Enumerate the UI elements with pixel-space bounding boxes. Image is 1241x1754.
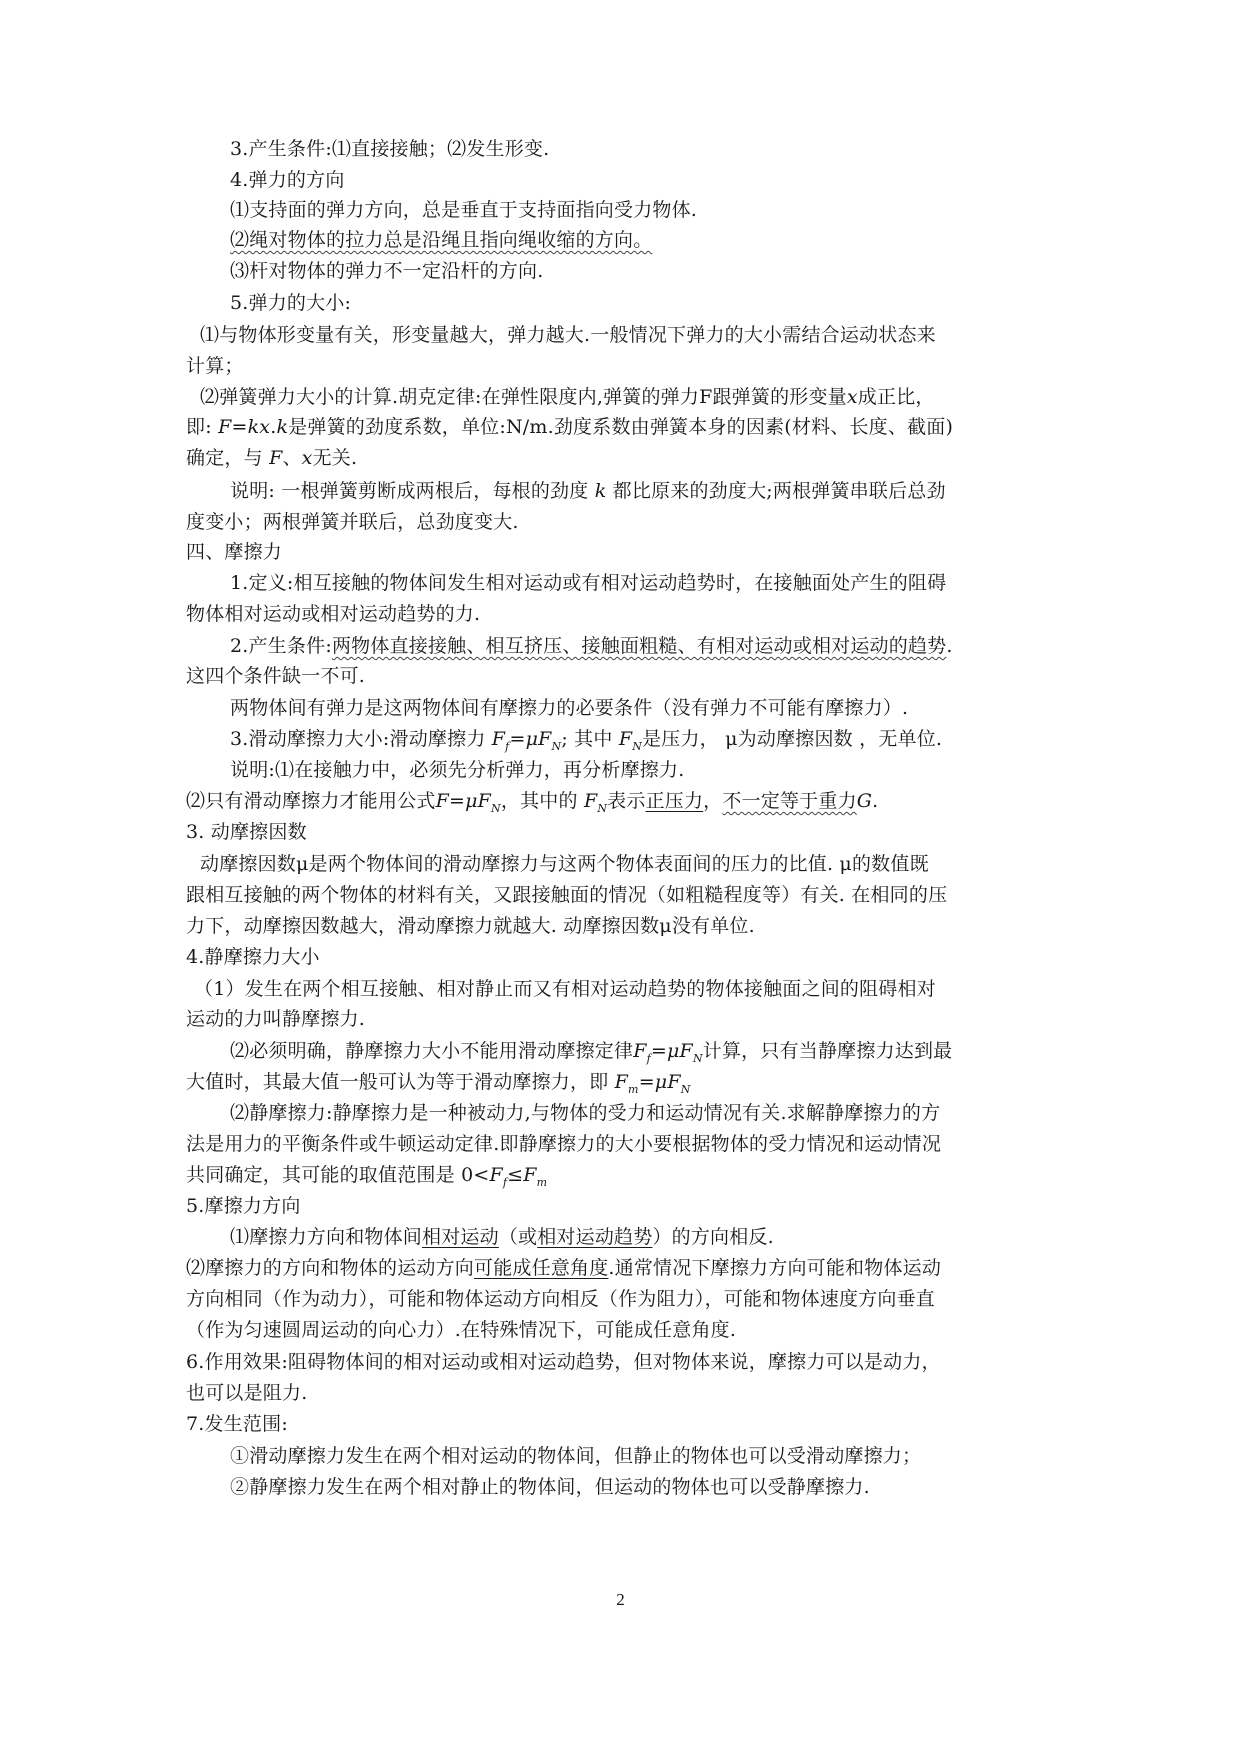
- text-line: 说明: 一根弹簧剪断成两根后，每根的劲度 k 都比原来的劲度大;两根弹簧串联后总劲: [230, 480, 946, 502]
- section-heading: 7.发生范围:: [186, 1413, 288, 1435]
- text-line: 说明:⑴在接触力中，必须先分析弹力，再分析摩擦力.: [230, 759, 685, 781]
- page-number: 2: [616, 1590, 625, 1609]
- text-line: 运动的力叫静摩擦力.: [186, 1008, 366, 1030]
- text-line: 动摩擦因数μ是两个物体间的滑动摩擦力与这两个物体表面间的压力的比值. μ的数值既: [200, 853, 929, 875]
- text-line: 跟相互接触的两个物体的材料有关，又跟接触面的情况（如粗糙程度等）有关. 在相同的压: [186, 884, 948, 906]
- text-line: 方向相同（作为动力），可能和物体运动方向相反（作为阻力），可能和物体速度方向垂直: [186, 1288, 936, 1310]
- section-heading: 四、摩擦力: [186, 541, 283, 563]
- text-line: 两物体间有弹力是这两物体间有摩擦力的必要条件（没有弹力不可能有摩擦力）.: [230, 697, 909, 719]
- section-heading: 4.静摩擦力大小: [186, 946, 320, 968]
- text-line: ⑵绳对物体的拉力总是沿绳且指向绳收缩的方向。: [230, 229, 653, 251]
- text-line: ⑶杆对物体的弹力不一定沿杆的方向.: [230, 260, 544, 282]
- text-line: 4.弹力的方向: [230, 169, 345, 191]
- text-line: ⑴与物体形变量有关，形变量越大，弹力越大.一般情况下弹力的大小需结合运动状态来: [200, 324, 936, 346]
- text-line: 这四个条件缺一不可.: [186, 665, 366, 687]
- section-heading: 5.摩擦力方向: [186, 1195, 301, 1217]
- text-line: ⑵弹簧弹力大小的计算.胡克定律:在弹性限度内,弹簧的弹力F跟弹簧的形变量x成正比，: [200, 386, 935, 408]
- text-line: ⑵摩擦力的方向和物体的运动方向可能成任意角度.通常情况下摩擦力方向可能和物体运动: [186, 1257, 942, 1279]
- text-line: 力下，动摩擦因数越大，滑动摩擦力就越大. 动摩擦因数μ没有单位.: [186, 915, 755, 937]
- text-line: 2.产生条件:两物体直接接触、相互挤压、接触面粗糙、有相对运动或相对运动的趋势.: [230, 635, 953, 657]
- text-line: 5.弹力的大小:: [230, 292, 352, 314]
- text-line: （作为匀速圆周运动的向心力）.在特殊情况下，可能成任意角度.: [186, 1319, 737, 1341]
- text-line: ⑴摩擦力方向和物体间相对运动（或相对运动趋势）的方向相反.: [230, 1226, 774, 1248]
- text-line: 6.作用效果:阻碍物体间的相对运动或相对运动趋势，但对物体来说，摩擦力可以是动力，: [186, 1351, 941, 1373]
- text-line: 度变小；两根弹簧并联后，总劲度变大.: [186, 511, 519, 533]
- text-line: 3.产生条件:⑴直接接触；⑵发生形变.: [230, 138, 550, 160]
- text-line: ②静摩擦力发生在两个相对静止的物体间，但运动的物体也可以受静摩擦力.: [230, 1476, 870, 1498]
- text-line: ⑴支持面的弹力方向，总是垂直于支持面指向受力物体.: [230, 199, 698, 221]
- text-line: ⑵静摩擦力:静摩擦力是一种被动力,与物体的受力和运动情况有关.求解静摩擦力的方: [230, 1102, 941, 1124]
- text-line: 计算；: [186, 355, 244, 377]
- text-line: ⑵只有滑动摩擦力才能用公式$F=\mu F_N$，其中的 $F_N$表示正压力，不一定等于重力G.: [186, 790, 879, 815]
- text-line: ①滑动摩擦力发生在两个相对运动的物体间，但静止的物体也可以受滑动摩擦力；: [230, 1445, 922, 1467]
- section-heading: 3. 动摩擦因数: [186, 821, 307, 843]
- text-line: 物体相对运动或相对运动趋势的力.: [186, 603, 481, 625]
- text-line: 法是用力的平衡条件或牛顿运动定律.即静摩擦力的大小要根据物体的受力情况和运动情况: [186, 1133, 942, 1155]
- text-line: 3.滑动摩擦力大小:滑动摩擦力 $F_f=\mu F_N$; 其中 $F_N$是压力， μ为动摩擦因数 ，无单位.: [230, 728, 943, 753]
- text-line: 1.定义:相互接触的物体间发生相对运动或有相对运动趋势时，在接触面处产生的阻碍: [230, 572, 947, 594]
- text-line: 也可以是阻力.: [186, 1382, 308, 1404]
- text-line: （1）发生在两个相互接触、相对静止而又有相对运动趋势的物体接触面之间的阻碍相对: [194, 978, 936, 1000]
- text-line: 共同确定，其可能的取值范围是 $0<F_f\le F_m$: [186, 1164, 548, 1189]
- text-line: 确定，与 F、x无关.: [186, 447, 358, 469]
- text-line: 即: F=kx.k是弹簧的劲度系数，单位:N/m.劲度系数由弹簧本身的因素(材料、长度、截面): [186, 416, 954, 438]
- text-line: ⑵必须明确，静摩擦力大小不能用滑动摩擦定律$F_f=\mu F_N$计算，只有当静摩擦力达到最: [230, 1040, 953, 1065]
- text-line: 大值时，其最大值一般可认为等于滑动摩擦力，即 $F_m=\mu F_N$: [186, 1071, 691, 1096]
